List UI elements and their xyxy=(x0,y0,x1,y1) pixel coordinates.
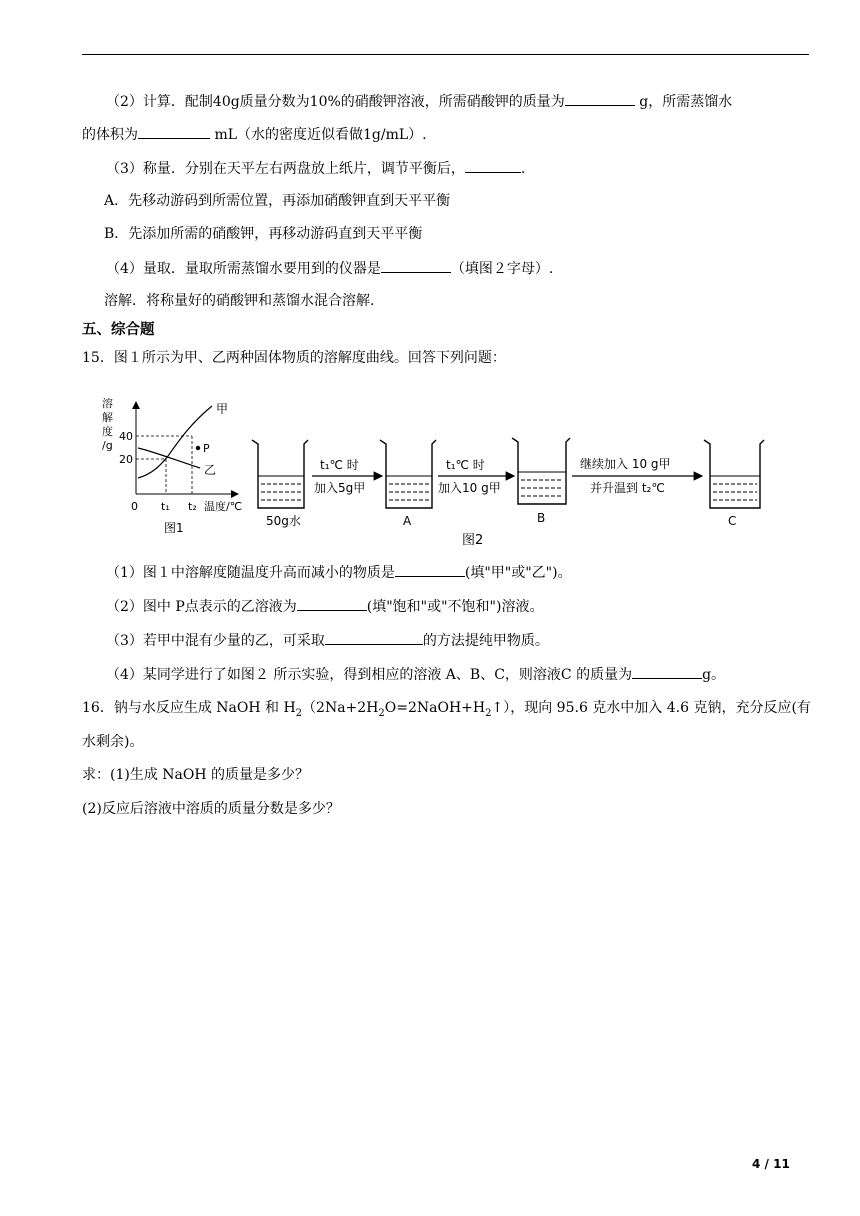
q16-line2: 水剩余)。 xyxy=(82,734,144,750)
option-a: A．先移动游码到所需位置，再添加硝酸钾直到天平平衡 xyxy=(104,193,451,209)
q16-line1 xyxy=(82,698,811,724)
q15-p3-text: （3）若甲中混有少量的乙，可采取 xyxy=(106,633,325,649)
option-b: B．先添加所需的硝酸钾，再移动游码直到天平平衡 xyxy=(104,226,423,242)
fig1-point-label: P xyxy=(203,442,210,455)
fig1-xtick-t1: t₁ xyxy=(161,500,170,513)
q16-ask2: (2)反应后溶液中溶质的质量分数是多少？ xyxy=(82,801,340,817)
fig1-ytick-40: 40 xyxy=(119,430,133,443)
q14-dissolve: 溶解．将称量好的硝酸钾和蒸馏水混合溶解. xyxy=(104,293,375,309)
fig1-caption: 图1 xyxy=(164,521,184,535)
q14-calc-text-a: （2）计算．配制40g质量分数为10%的硝酸钾溶液，所需硝酸钾的质量为 xyxy=(106,94,565,110)
q16-sub: 2 xyxy=(485,707,492,719)
q14-calc-line1 xyxy=(106,91,732,112)
q15-stem: 15．图１所示为甲、乙两种固体物质的溶解度曲线。回答下列问题： xyxy=(82,350,506,366)
beaker-water xyxy=(252,440,308,508)
q14-measure-line xyxy=(106,258,553,279)
q16-text-c: O=2NaOH+H xyxy=(384,700,486,716)
fig2-experiment xyxy=(252,438,764,548)
fig1-ylabel-2: 解 xyxy=(102,411,113,424)
q15-p1-text: （1）图１中溶解度随温度升高而减小的物质是 xyxy=(106,565,395,581)
q15-p3 xyxy=(106,630,549,651)
answer-blank[interactable] xyxy=(465,158,521,173)
fig1-origin: 0 xyxy=(131,500,138,513)
q15-figures xyxy=(100,392,780,552)
fig1-xtick-t2: t₂ xyxy=(188,500,197,513)
q16-text-b: （2Na+2H xyxy=(302,700,379,716)
arrow1-bottom: 加入5g甲 xyxy=(314,481,366,495)
fig1-curve-yi xyxy=(138,448,200,468)
fig1-point-p xyxy=(196,446,200,450)
page-number: 4 / 11 xyxy=(752,1157,790,1171)
beaker-label-a: A xyxy=(403,514,412,528)
q14-weigh-line xyxy=(106,158,525,179)
q14-weigh-text: （3）称量．分别在天平左右两盘放上纸片，调节平衡后， xyxy=(106,161,465,177)
beaker-b xyxy=(512,438,570,504)
q14-calc-text-c: 的体积为 xyxy=(82,127,138,143)
q16-sub: 2 xyxy=(378,707,385,719)
fig1-ylabel-4: /g xyxy=(102,439,113,452)
answer-blank[interactable] xyxy=(297,596,367,611)
q15-p1-hint: (填"甲"或"乙")。 xyxy=(464,565,572,581)
fig1-label-yi: 乙 xyxy=(204,463,217,477)
beaker-a xyxy=(380,440,436,508)
answer-blank[interactable] xyxy=(325,630,423,645)
q15-p4-unit: g。 xyxy=(702,667,726,683)
q14-measure-note: （填图２字母）. xyxy=(450,261,554,277)
beaker-label-b: B xyxy=(537,511,546,525)
q16-ask1: 求：(1)生成 NaOH 的质量是多少？ xyxy=(82,767,310,783)
q15-p4-text: （4）某同学进行了如图２ 所示实验，得到相应的溶液 A、B、C，则溶液C 的质量为 xyxy=(106,667,633,683)
section-title: 五、综合题 xyxy=(82,322,155,338)
q14-calc-line2 xyxy=(82,124,427,145)
arrow2-top: t₁℃ 时 xyxy=(446,458,485,472)
fig1-label-jia: 甲 xyxy=(216,402,229,416)
fig1-ylabel-3: 度 xyxy=(102,425,113,438)
q15-p2 xyxy=(106,596,543,617)
arrow3-top: 继续加入 10 g甲 xyxy=(580,457,671,471)
punct: . xyxy=(520,161,526,177)
arrow3-bottom: 并升温到 t₂℃ xyxy=(590,481,665,495)
answer-blank[interactable] xyxy=(632,664,702,679)
answer-blank[interactable] xyxy=(565,91,635,106)
fig1-curve-jia xyxy=(138,406,212,478)
answer-blank[interactable] xyxy=(381,258,451,273)
q15-p3-tail: 的方法提纯甲物质。 xyxy=(422,633,549,649)
arrow1-top: t₁℃ 时 xyxy=(320,458,359,472)
q15-p1 xyxy=(106,562,572,583)
q16-sub: 2 xyxy=(295,707,303,719)
q16-text-a: 16．钠与水反应生成 NaOH 和 H xyxy=(82,700,296,716)
q16-text-d: ↑），现向 95.6 克水中加入 4.6 克钠，充分反应(有 xyxy=(491,700,811,716)
q15-p2-text: （2）图中 P点表示的乙溶液为 xyxy=(106,599,297,615)
fig1-xlabel: 温度/℃ xyxy=(204,500,243,513)
beaker-c xyxy=(704,440,764,508)
header-rule xyxy=(82,54,809,55)
fig1-ylabel-1: 溶 xyxy=(102,397,113,410)
fig2-caption: 图2 xyxy=(462,533,484,548)
beaker-label-c: C xyxy=(728,514,737,528)
fig1-solubility-chart xyxy=(102,396,242,535)
q14-calc-text-b: g，所需蒸馏水 xyxy=(634,94,733,110)
q15-p4 xyxy=(106,664,725,685)
q14-measure-text: （4）量取．量取所需蒸馏水要用到的仪器是 xyxy=(106,261,381,277)
q15-p2-hint: (填"饱和"或"不饱和")溶液。 xyxy=(366,599,544,615)
answer-blank[interactable] xyxy=(138,124,210,139)
beaker-label-water: 50g水 xyxy=(266,514,301,528)
arrow2-bottom: 加入10 g甲 xyxy=(438,481,501,495)
answer-blank[interactable] xyxy=(395,562,465,577)
q14-calc-text-d: mL（水的密度近似看做1g/mL）. xyxy=(210,127,427,143)
figures-svg xyxy=(100,392,780,552)
fig1-ytick-20: 20 xyxy=(119,453,133,466)
